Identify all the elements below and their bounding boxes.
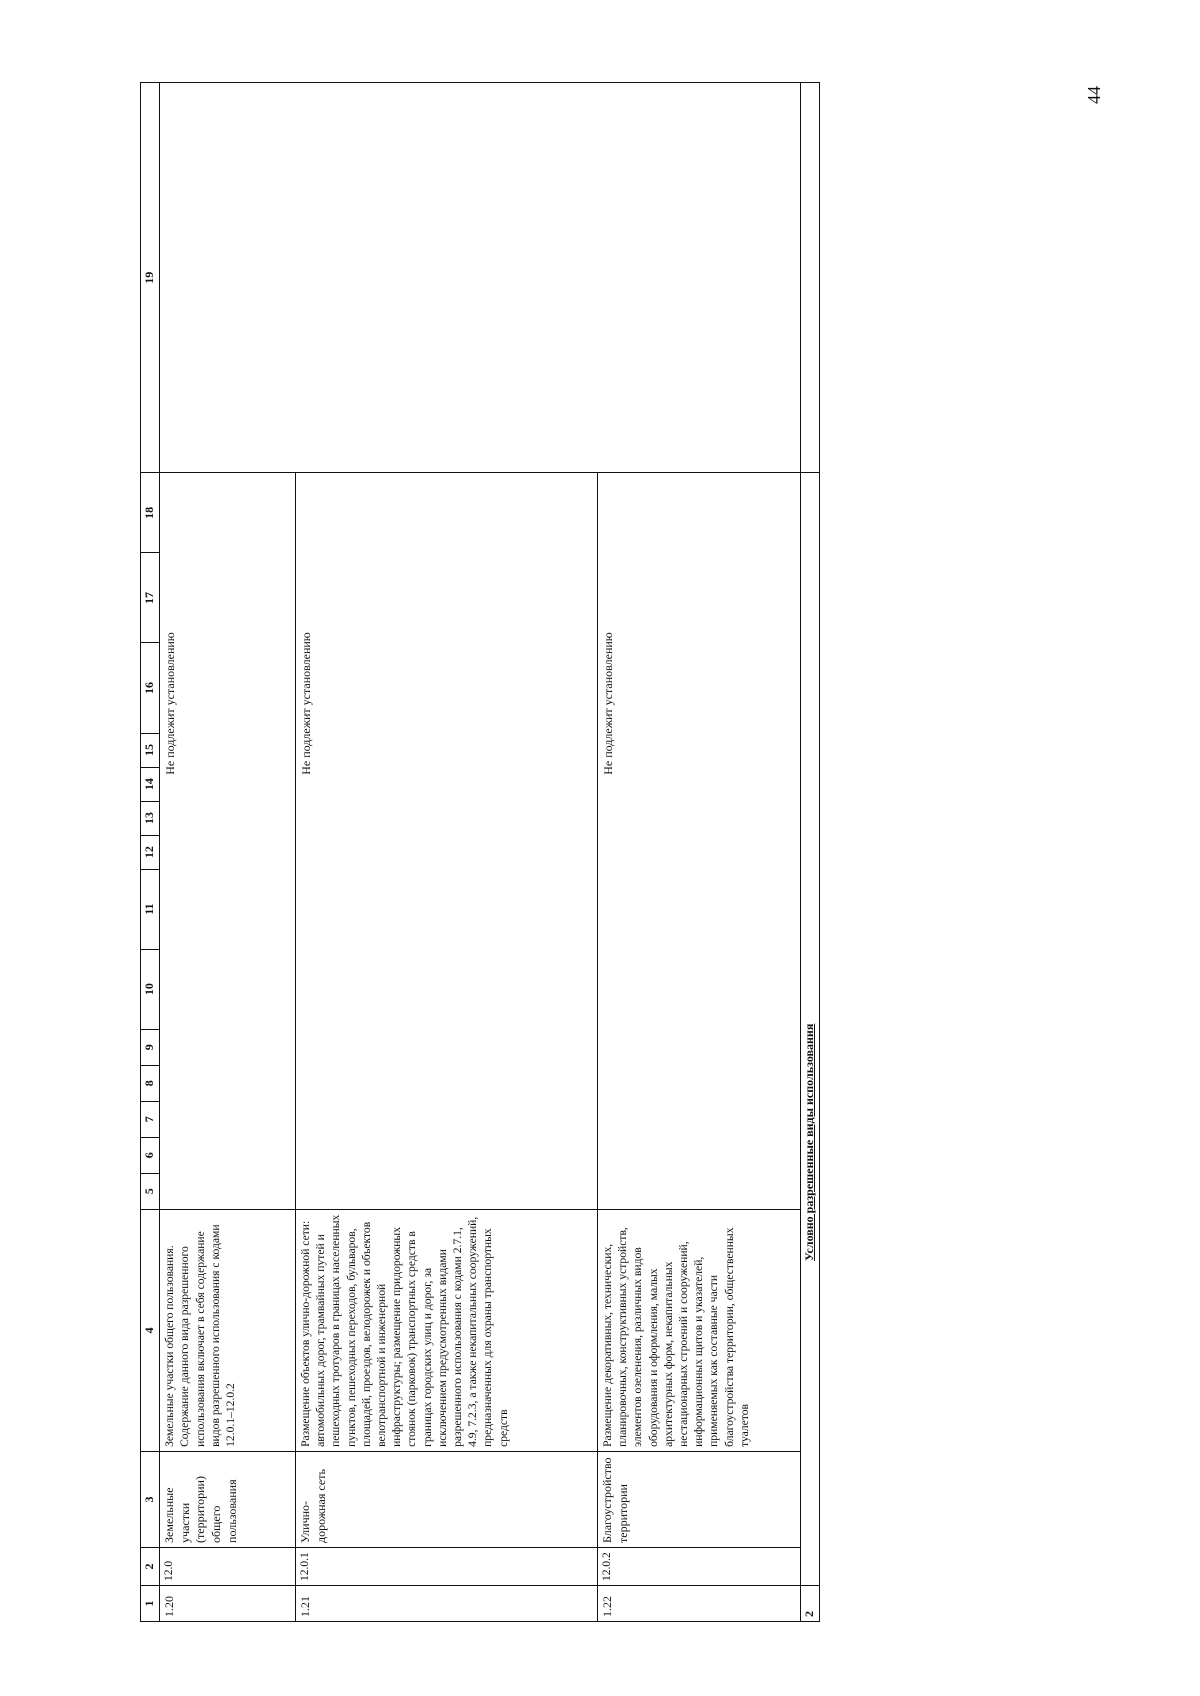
table-row <box>160 83 296 1622</box>
land-use-table <box>140 82 820 1622</box>
header-cell: 14 <box>141 767 160 801</box>
row-number: 1.22 <box>598 1585 801 1621</box>
parameters-cell <box>160 473 296 1209</box>
use-code: 12.0 <box>160 1547 296 1585</box>
column-19-cell <box>800 83 819 473</box>
header-cell: 4 <box>141 1209 160 1451</box>
header-cell: 3 <box>141 1451 160 1547</box>
header-cell: 13 <box>141 801 160 835</box>
header-row <box>141 83 160 1622</box>
section-number: 2 <box>800 1585 819 1621</box>
use-code: 12.0.1 <box>296 1547 598 1585</box>
page-number: 44 <box>1084 86 1104 104</box>
header-cell: 6 <box>141 1137 160 1173</box>
row-number: 1.21 <box>296 1585 598 1621</box>
use-name: Улично-дорожная сеть <box>296 1451 598 1547</box>
use-name: Благоустройство территории <box>598 1451 801 1547</box>
header-cell: 7 <box>141 1101 160 1137</box>
header-cell: 18 <box>141 473 160 553</box>
section-row <box>800 83 819 1622</box>
header-cell: 2 <box>141 1547 160 1585</box>
header-cell: 9 <box>141 1029 160 1065</box>
row-number: 1.20 <box>160 1585 296 1621</box>
section-title: Условно разрешенные виды использования <box>802 1023 817 1261</box>
header-cell: 10 <box>141 949 160 1029</box>
use-name: Земельные участки (территории) общего пользования <box>160 1451 296 1547</box>
parameters-cell <box>296 473 598 1209</box>
header-cell: 5 <box>141 1173 160 1209</box>
header-cell: 1 <box>141 1585 160 1621</box>
header-cell: 8 <box>141 1065 160 1101</box>
header-cell: 16 <box>141 643 160 733</box>
use-description: Земельные участки общего пользования. Содержание данного вида разрешенного использования включает в себя содержание видов разрешенного использования с кодами 12.0.1–12.0.2 <box>160 1209 296 1451</box>
parameters-cell <box>598 473 801 1209</box>
section-title-cell <box>800 473 819 1586</box>
header-cell: 11 <box>141 869 160 949</box>
header-cell: 15 <box>141 733 160 767</box>
header-cell: 19 <box>141 83 160 473</box>
use-description: Размещение объектов улично-дорожной сети: автомобильных дорог, трамвайных путей и пешеходных тротуаров в границах населенных пунктов, пешеходных переходов, бульваров, площадей, проездов, велодорожек и объектов велотранспортной и инженерной инфраструктуры; размещение придорожных стоянок (парковок) транспортных средств в границах городских улиц и дорог, за исключением предусмотренных видами разрешенного использования с кодами 2.7.1, 4.9, 7.2.3, а также некапитальных сооружений, предназначенных для охраны транспортных средств <box>296 1209 598 1451</box>
rotated-land-use-table <box>140 82 820 1622</box>
parameters-text: Не подлежит установлению <box>163 632 178 775</box>
parameters-text: Не подлежит установлению <box>299 632 314 775</box>
header-cell: 17 <box>141 553 160 643</box>
use-description: Размещение декоративных, технических, планировочных, конструктивных устройств, элементов озеленения, различных видов оборудования и оформления, малых архитектурных форм, некапитальных нестационарных строений и сооружений, информационных щитов и указателей, применяемых как составные части благоустройства территории, общественных туалетов <box>598 1209 801 1451</box>
column-19-cell <box>160 83 800 473</box>
parameters-text: Не подлежит установлению <box>601 632 616 775</box>
use-code: 12.0.2 <box>598 1547 801 1585</box>
header-cell: 12 <box>141 835 160 869</box>
